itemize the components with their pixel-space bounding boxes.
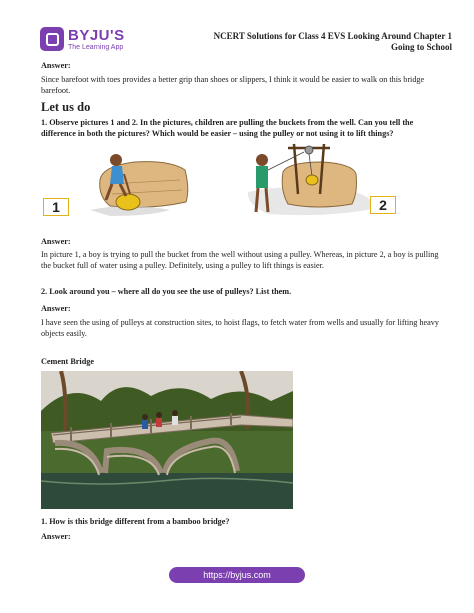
document-title: NCERT Solutions for Class 4 EVS Looking Around Chapter 1 Going to School [213,31,452,52]
answer-label: Answer: [41,61,71,70]
cement-bridge-photo [41,371,293,509]
logo-badge-icon [40,27,64,51]
answer-text: In picture 1, a boy is trying to pull the bucket from the well without using a pulley. Whereas, in picture 2, a boy is pulling the bucket full of water using a pulley. Definitely, using a pulley to lift things is easier. [41,250,439,270]
logo-name: BYJU'S [68,26,125,44]
figure-label-1: 1 [43,198,69,216]
question-text: 1. Observe pictures 1 and 2. In the pictures, children are pulling the buckets from the well. Can you tell the difference in both the pictures? Which would be easier – using the pulley or not using it to lift things? [41,118,414,138]
section-heading: Let us do [41,100,91,114]
website-link[interactable]: https://byjus.com [169,567,305,583]
byjus-logo[interactable] [40,24,126,54]
logo-tagline: The Learning App [68,43,124,51]
answer-text: I have seen the using of pulleys at construction sites, to hoist flags, to fetch water from wells and usually for lifting heavy objects easily. [41,318,439,338]
question-text: 2. Look around you – where all do you see the use of pulleys? List them. [41,287,292,296]
answer-label: Answer: [41,532,71,541]
figure-label-2: 2 [370,196,396,214]
answer-text: Since barefoot with toes provides a better grip than shoes or slippers, I think it would be easier to walk on this bridge barefoot. [41,75,425,95]
question-text: 1. How is this bridge different from a bamboo bridge? [41,517,230,526]
answer-label: Answer: [41,237,71,246]
photo-caption: Cement Bridge [41,357,94,366]
answer-label: Answer: [41,304,71,313]
